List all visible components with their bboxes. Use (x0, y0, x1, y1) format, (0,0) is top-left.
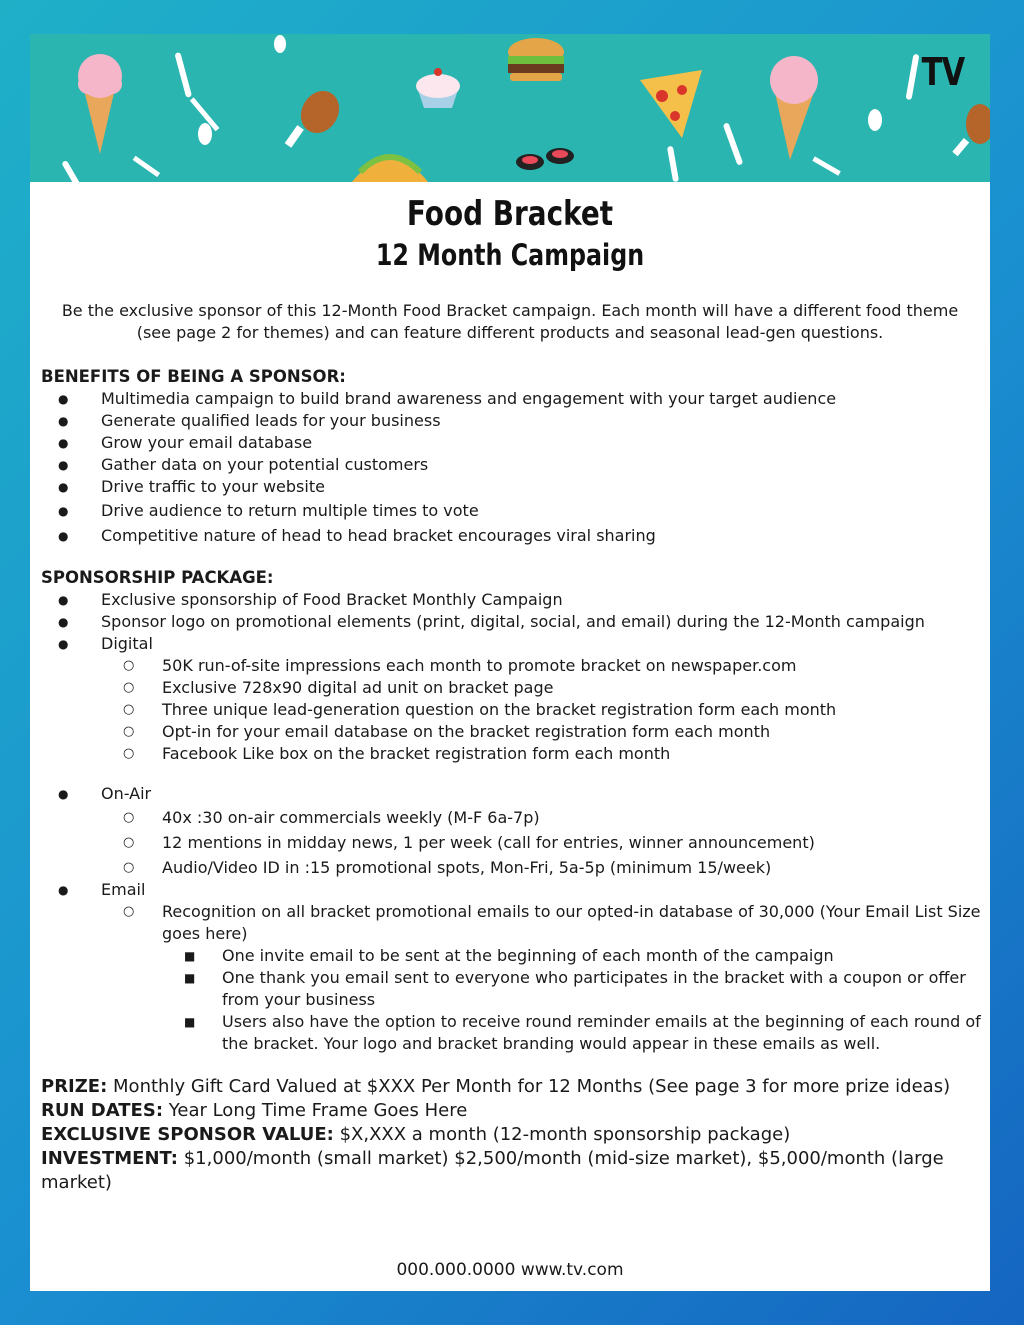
sponsor-value-line (41, 1123, 986, 1147)
drumstick-icon-2 (952, 104, 990, 156)
list-item: ● Drive traffic to your website (41, 476, 986, 498)
list-item: ○ Audio/Video ID in :15 promotional spots, Mon-Fri, 5a-5p (minimum 15/week) (41, 857, 986, 879)
food-banner (30, 34, 990, 182)
page-subtitle: 12 Month Campaign (375, 238, 645, 272)
onair-label: ● On-Air (41, 783, 986, 805)
prize-label: PRIZE: (41, 1076, 108, 1097)
spoon-icon (190, 97, 220, 145)
flyer-page (30, 34, 990, 1291)
intro-paragraph: Be the exclusive sponsor of this 12-Month Food Bracket campaign. Each month will have a different food theme (see page 2 for themes) and can feature different products and seasonal lead-gen questions. (61, 301, 959, 342)
investment-line (41, 1147, 986, 1195)
sponsor-value-label: EXCLUSIVE SPONSOR VALUE: (41, 1124, 334, 1145)
taco-icon (352, 157, 428, 182)
prize-line (41, 1075, 986, 1099)
contact-footer: 000.000.0000 www.tv.com (396, 1260, 624, 1280)
run-dates-label: RUN DATES: (41, 1100, 164, 1121)
list-item: ■ One invite email to be sent at the beginning of each month of the campaign (41, 945, 986, 967)
pizza-icon (640, 70, 702, 138)
list-item: ○ Opt-in for your email database on the bracket registration form each month (41, 721, 986, 743)
list-item: ○ 50K run-of-site impressions each month to promote bracket on newspaper.com (41, 655, 986, 677)
page-title: Food Bracket (406, 194, 614, 234)
ice-cream-icon-2 (770, 56, 818, 160)
prize-value: Monthly Gift Card Valued at $XXX Per Month for 12 Months (See page 3 for more prize ideas) (113, 1076, 951, 1097)
list-item: ■ Users also have the option to receive round reminder emails at the beginning of each round of the bracket. Your logo and bracket branding would appear in these emails as well. (41, 1011, 986, 1055)
list-item: ● Drive audience to return multiple times to vote (41, 500, 986, 522)
run-dates-line (41, 1099, 986, 1123)
sushi-icon (516, 148, 574, 170)
benefits-heading: BENEFITS OF BEING A SPONSOR: (41, 367, 346, 386)
drumstick-icon (285, 84, 347, 148)
investment-value: $1,000/month (small market) $2,500/month (mid-size market), $5,000/month (large market) (41, 1148, 944, 1193)
list-item: ○ Three unique lead-generation question on the bracket registration form each month (41, 699, 986, 721)
ice-cream-icon (78, 54, 122, 154)
list-item: ○ Recognition on all bracket promotional emails to our opted-in database of 30,000 (Your Email List Size goes here) (41, 901, 986, 945)
food-illustration (30, 34, 990, 182)
list-item: ● Grow your email database (41, 432, 986, 454)
knife-icon (174, 52, 192, 98)
list-item: ● Sponsor logo on promotional elements (print, digital, social, and email) during the 12-Month campaign (41, 611, 986, 633)
package-heading: SPONSORSHIP PACKAGE: (41, 568, 274, 587)
list-item: ○ Exclusive 728x90 digital ad unit on bracket page (41, 677, 986, 699)
digital-label: ● Digital (41, 633, 986, 655)
investment-label: INVESTMENT: (41, 1148, 178, 1169)
flyer-content (41, 366, 986, 1195)
list-item: ■ One thank you email sent to everyone who participates in the bracket with a coupon or offer from your business (41, 967, 986, 1011)
list-item: ○ 12 mentions in midday news, 1 per week (call for entries, winner announcement) (41, 832, 986, 854)
list-item: ● Multimedia campaign to build brand awareness and engagement with your target audience (41, 388, 986, 410)
burger-icon (508, 38, 564, 81)
list-item: ● Generate qualified leads for your business (41, 410, 986, 432)
list-item: ● Exclusive sponsorship of Food Bracket Monthly Campaign (41, 589, 986, 611)
list-item: ○ Facebook Like box on the bracket registration form each month (41, 743, 986, 765)
fork-icon-2 (812, 156, 840, 175)
cupcake-icon (416, 68, 460, 108)
list-item: ● Competitive nature of head to head bracket encourages viral sharing (41, 525, 986, 547)
list-item: ○ 40x :30 on-air commercials weekly (M-F 6a-7p) (41, 807, 986, 829)
onair-list (41, 783, 986, 1055)
fork-icon (133, 156, 160, 177)
run-dates-value: Year Long Time Frame Goes Here (168, 1100, 468, 1121)
package-list (41, 589, 986, 765)
email-label: ● Email (41, 879, 986, 901)
sponsor-value-value: $X,XXX a month (12-month sponsorship package) (339, 1124, 791, 1145)
list-item: ● Gather data on your potential customers (41, 454, 986, 476)
benefits-list (41, 388, 986, 547)
tv-logo: TV (921, 50, 964, 94)
